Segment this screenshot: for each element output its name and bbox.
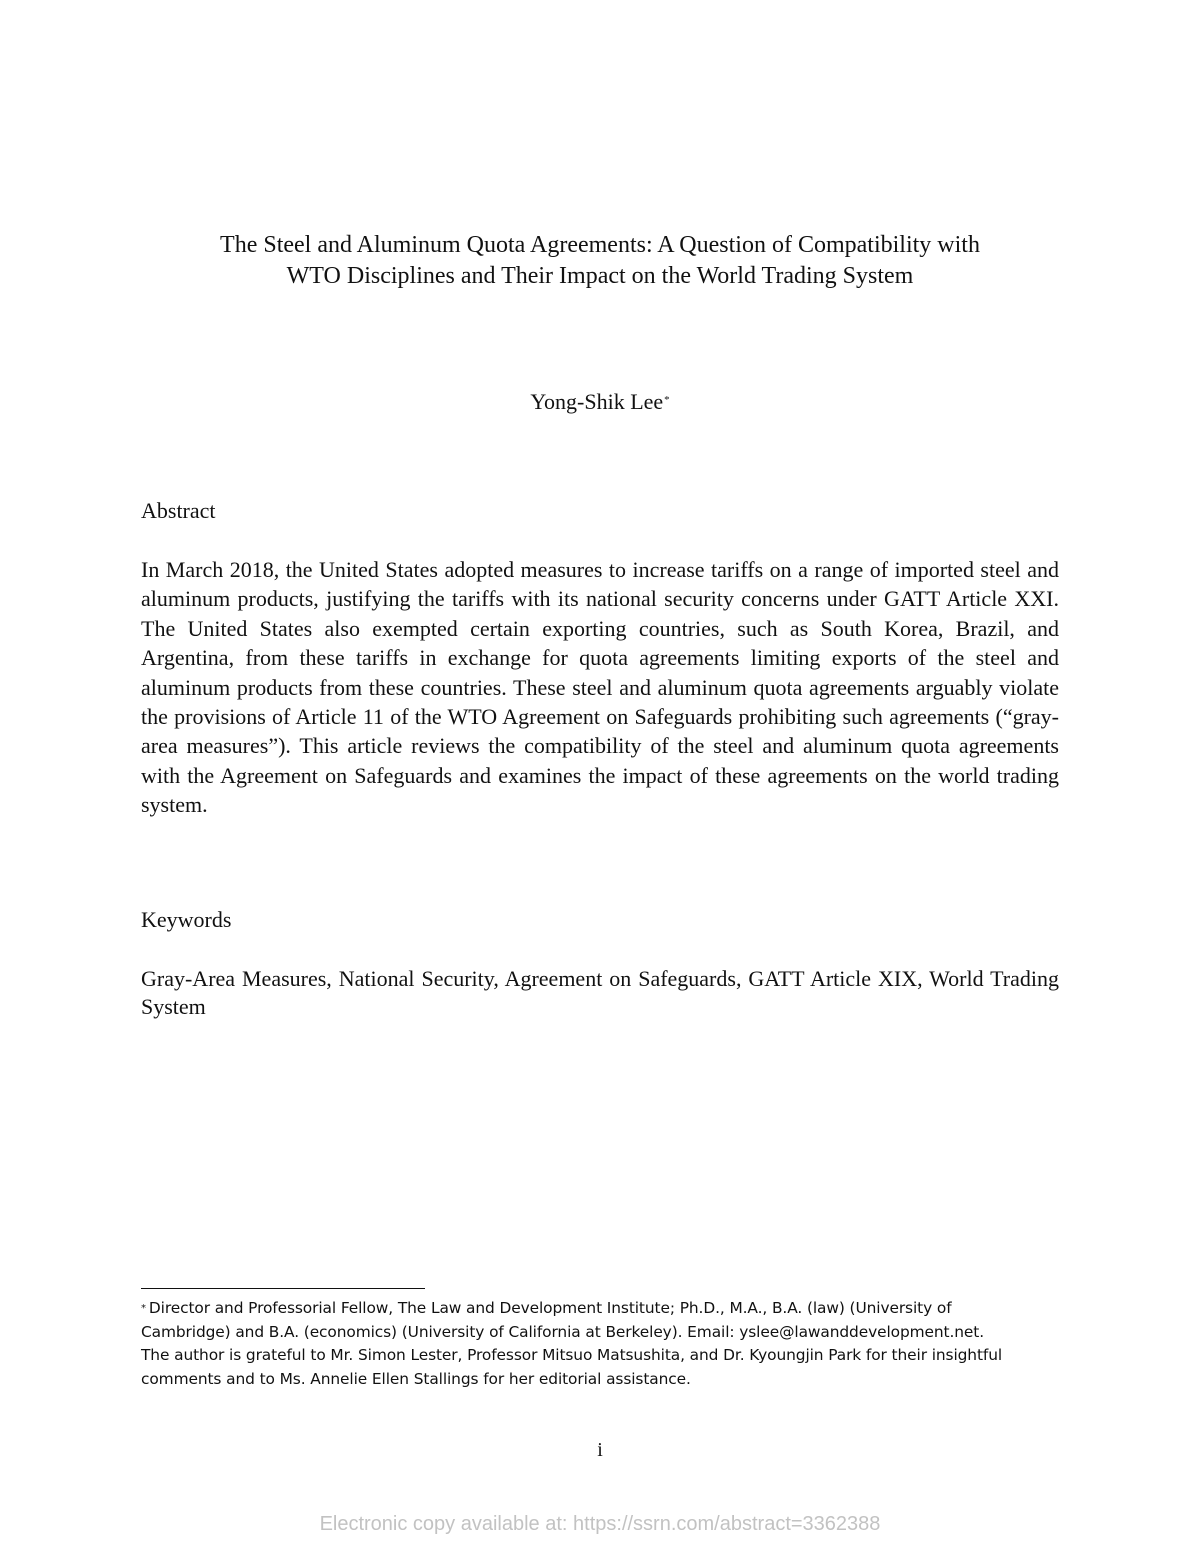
footnote-line-3: The author is grateful to Mr. Simon Lester, Professor Mitsuo Matsushita, and Dr. Kyoungjin Park for their insightful [141,1346,1003,1364]
abstract-text: In March 2018, the United States adopted measures to increase tariffs on a range of imported steel and aluminum products, justifying the tariffs with its national security concerns under GATT Article XXI. The United States also exempted certain exporting countries, such as South Korea, Brazil, and Argentina, from these tariffs in exchange for quota agreements limiting exports of the steel and aluminum products from these countries. These steel and aluminum quota agreements arguably violate the provisions of Article 11 of the WTO Agreement on Safeguards prohibiting such agreements (“gray-area measures”). This article reviews the compatibility of the steel and aluminum quota agreements with the Agreement on Safeguards and examines the impact of these agreements on the world trading system. [141,557,1059,818]
ssrn-availability-banner: Electronic copy available at: https://ssrn.com/abstract=3362388 [319,1513,881,1535]
abstract-heading: Abstract [141,498,216,523]
footnote-line-4: comments and to Ms. Annelie Ellen Stallings for her editorial assistance. [141,1369,691,1388]
keywords-heading: Keywords [141,907,232,932]
keywords-text: Gray-Area Measures, National Security, Agreement on Safeguards, GATT Article XIX, World Trading System [141,966,1059,1019]
author-footnote [141,1297,1059,1391]
footnote-line-2: Cambridge) and B.A. (economics) (University of California at Berkeley). Email: yslee@lawanddevelopment.net. [141,1322,985,1341]
footnote-line-1 [141,1297,1059,1321]
footnote-line-1-text: Director and Professorial Fellow, The Law and Development Institute; Ph.D., M.A., B.A. (law) (University of [148,1299,952,1317]
page-number: i [597,1439,603,1461]
footnote-mark: * [141,1303,146,1314]
footnote-divider [141,1288,425,1289]
author-name-text: Yong-Shik Lee [530,389,664,414]
author-footnote-mark: * [664,394,670,406]
paper-title-line-2: WTO Disciplines and Their Impact on the World Trading System [286,263,914,289]
author-name [140,388,1060,416]
paper-title [140,230,1060,292]
paper-title-line-1: The Steel and Aluminum Quota Agreements: A Question of Compatibility with [220,232,980,258]
